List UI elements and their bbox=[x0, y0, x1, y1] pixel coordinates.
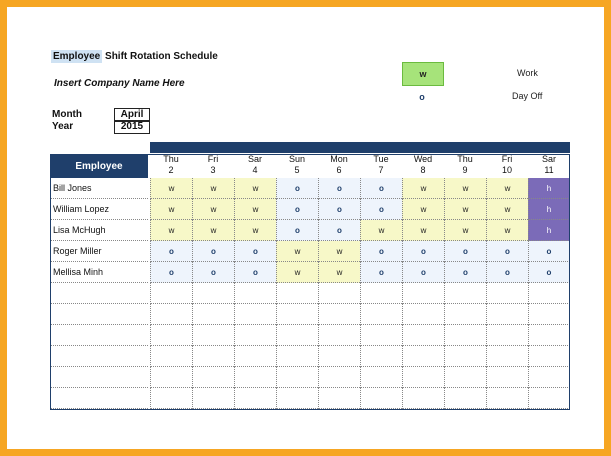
year-label: Year bbox=[52, 121, 74, 132]
shift-cell[interactable]: w bbox=[486, 220, 528, 241]
shift-cell[interactable]: o bbox=[318, 178, 360, 199]
legend-off-symbol: o bbox=[419, 92, 425, 102]
shift-cell[interactable]: o bbox=[486, 262, 528, 283]
day-header bbox=[318, 154, 360, 178]
shift-cell[interactable]: w bbox=[234, 220, 276, 241]
shift-cell[interactable]: o bbox=[360, 199, 402, 220]
day-name: Wed bbox=[413, 154, 433, 164]
shift-cell[interactable] bbox=[402, 346, 444, 367]
shift-cell[interactable] bbox=[528, 346, 570, 367]
shift-cell[interactable]: o bbox=[402, 262, 444, 283]
shift-cell[interactable] bbox=[444, 283, 486, 304]
shift-cell[interactable]: o bbox=[276, 199, 318, 220]
shift-cell[interactable] bbox=[402, 304, 444, 325]
shift-cell[interactable] bbox=[360, 283, 402, 304]
table-row bbox=[50, 388, 570, 409]
shift-cell[interactable] bbox=[276, 304, 318, 325]
shift-cell[interactable]: w bbox=[444, 178, 486, 199]
shift-cell[interactable] bbox=[486, 325, 528, 346]
shift-cell[interactable]: w bbox=[234, 199, 276, 220]
legend-work-label: Work bbox=[517, 68, 538, 78]
shift-cell[interactable] bbox=[402, 283, 444, 304]
employee-name-cell[interactable]: William Lopez bbox=[50, 199, 148, 220]
day-number: 7 bbox=[378, 165, 384, 175]
shift-cell[interactable]: o bbox=[150, 262, 192, 283]
shift-cell[interactable]: w bbox=[402, 178, 444, 199]
shift-cell[interactable] bbox=[360, 304, 402, 325]
shift-cell[interactable]: o bbox=[360, 178, 402, 199]
day-name: Sar bbox=[541, 154, 556, 164]
shift-cell[interactable] bbox=[402, 367, 444, 388]
day-number: 5 bbox=[294, 165, 300, 175]
table-row bbox=[50, 346, 570, 367]
employee-name-cell[interactable]: Bill Jones bbox=[50, 178, 148, 199]
shift-cell[interactable]: o bbox=[486, 241, 528, 262]
shift-cell[interactable]: o bbox=[192, 262, 234, 283]
legend-work-symbol: w bbox=[402, 62, 444, 86]
shift-cell[interactable]: w bbox=[150, 178, 192, 199]
shift-cell[interactable] bbox=[318, 325, 360, 346]
shift-cell[interactable] bbox=[444, 346, 486, 367]
table-row bbox=[50, 178, 570, 199]
shift-cell[interactable] bbox=[360, 367, 402, 388]
shift-cell[interactable]: w bbox=[486, 178, 528, 199]
shift-cell[interactable]: w bbox=[486, 199, 528, 220]
shift-cell[interactable] bbox=[234, 325, 276, 346]
shift-cell[interactable]: o bbox=[444, 262, 486, 283]
shift-cell[interactable]: o bbox=[150, 241, 192, 262]
day-name: Sun bbox=[288, 154, 305, 164]
shift-cell[interactable]: w bbox=[192, 199, 234, 220]
shift-cell[interactable] bbox=[192, 367, 234, 388]
month-label: Month bbox=[52, 109, 82, 120]
employee-name-cell[interactable] bbox=[50, 367, 148, 388]
shift-cell[interactable]: w bbox=[444, 220, 486, 241]
shift-cell[interactable] bbox=[402, 325, 444, 346]
day-header bbox=[360, 154, 402, 178]
shift-cell[interactable]: w bbox=[402, 220, 444, 241]
title-highlight: Employee bbox=[53, 51, 101, 62]
shift-cell[interactable] bbox=[486, 367, 528, 388]
shift-cell[interactable] bbox=[276, 325, 318, 346]
shift-cell[interactable] bbox=[150, 388, 192, 409]
shift-cell[interactable]: o bbox=[360, 262, 402, 283]
legend-off-label: Day Off bbox=[512, 91, 543, 101]
day-header bbox=[234, 154, 276, 178]
shift-cell[interactable] bbox=[486, 304, 528, 325]
shift-cell[interactable]: o bbox=[318, 220, 360, 241]
shift-cell[interactable] bbox=[360, 325, 402, 346]
shift-cell[interactable]: w bbox=[234, 178, 276, 199]
shift-cell[interactable]: w bbox=[276, 241, 318, 262]
shift-cell[interactable]: w bbox=[192, 178, 234, 199]
day-name: Fri bbox=[501, 154, 513, 164]
shift-cell[interactable]: o bbox=[192, 241, 234, 262]
day-header bbox=[444, 154, 486, 178]
day-header bbox=[528, 154, 570, 178]
shift-cell[interactable] bbox=[318, 283, 360, 304]
shift-cell[interactable]: o bbox=[276, 220, 318, 241]
shift-cell[interactable]: w bbox=[360, 220, 402, 241]
shift-cell[interactable] bbox=[528, 283, 570, 304]
shift-cell[interactable] bbox=[486, 346, 528, 367]
shift-cell[interactable] bbox=[234, 367, 276, 388]
table-row bbox=[50, 220, 570, 241]
employee-name-cell[interactable]: Lisa McHugh bbox=[50, 220, 148, 241]
shift-cell[interactable] bbox=[318, 346, 360, 367]
day-number: 8 bbox=[420, 165, 426, 175]
shift-cell[interactable] bbox=[360, 346, 402, 367]
shift-cell[interactable]: o bbox=[528, 241, 570, 262]
shift-cell[interactable] bbox=[150, 304, 192, 325]
table-row bbox=[50, 325, 570, 346]
shift-cell[interactable]: w bbox=[444, 199, 486, 220]
shift-cell[interactable] bbox=[234, 304, 276, 325]
shift-cell[interactable] bbox=[318, 367, 360, 388]
shift-cell[interactable] bbox=[150, 346, 192, 367]
employee-name-cell[interactable]: Roger Miller bbox=[50, 241, 148, 262]
shift-cell[interactable]: o bbox=[276, 178, 318, 199]
shift-cell[interactable] bbox=[192, 388, 234, 409]
shift-cell[interactable] bbox=[486, 283, 528, 304]
employee-name-cell[interactable] bbox=[50, 325, 148, 346]
company-name[interactable]: Insert Company Name Here bbox=[54, 78, 185, 89]
day-header bbox=[150, 154, 192, 178]
shift-cell[interactable] bbox=[318, 304, 360, 325]
shift-cell[interactable]: w bbox=[192, 220, 234, 241]
shift-cell[interactable] bbox=[276, 346, 318, 367]
day-header bbox=[486, 154, 528, 178]
shift-cell[interactable]: w bbox=[318, 241, 360, 262]
shift-cell[interactable]: w bbox=[150, 220, 192, 241]
shift-cell[interactable]: o bbox=[234, 262, 276, 283]
shift-cell[interactable]: w bbox=[150, 199, 192, 220]
shift-cell[interactable] bbox=[276, 388, 318, 409]
day-name: Thu bbox=[163, 154, 179, 164]
shift-cell[interactable] bbox=[528, 325, 570, 346]
shift-cell[interactable] bbox=[444, 367, 486, 388]
shift-cell[interactable] bbox=[528, 388, 570, 409]
shift-cell[interactable] bbox=[234, 388, 276, 409]
shift-cell[interactable] bbox=[150, 325, 192, 346]
shift-cell[interactable]: o bbox=[402, 241, 444, 262]
day-name: Thu bbox=[457, 154, 473, 164]
shift-cell[interactable] bbox=[276, 367, 318, 388]
shift-cell[interactable] bbox=[528, 367, 570, 388]
table-row bbox=[50, 262, 570, 283]
shift-cell[interactable] bbox=[192, 346, 234, 367]
employee-name-cell[interactable] bbox=[50, 346, 148, 367]
year-field[interactable]: 2015 bbox=[114, 120, 150, 134]
header-bar bbox=[150, 142, 570, 153]
day-number: 11 bbox=[544, 165, 554, 175]
shift-cell[interactable] bbox=[150, 367, 192, 388]
day-header bbox=[192, 154, 234, 178]
shift-cell[interactable] bbox=[192, 283, 234, 304]
shift-cell[interactable]: h bbox=[528, 178, 570, 199]
day-number: 4 bbox=[252, 165, 258, 175]
shift-cell[interactable] bbox=[234, 283, 276, 304]
shift-cell[interactable] bbox=[402, 388, 444, 409]
shift-cell[interactable]: o bbox=[234, 241, 276, 262]
day-name: Fri bbox=[207, 154, 219, 164]
shift-cell[interactable] bbox=[444, 388, 486, 409]
month-field[interactable]: April bbox=[114, 108, 150, 122]
table-row bbox=[50, 199, 570, 220]
shift-cell[interactable]: h bbox=[528, 199, 570, 220]
shift-cell[interactable] bbox=[444, 325, 486, 346]
day-name: Mon bbox=[330, 154, 348, 164]
day-header bbox=[276, 154, 318, 178]
employee-name-cell[interactable] bbox=[50, 388, 148, 409]
shift-cell[interactable] bbox=[360, 388, 402, 409]
employee-name-cell[interactable]: Mellisa Minh bbox=[50, 262, 148, 283]
day-number: 2 bbox=[168, 165, 174, 175]
shift-cell[interactable] bbox=[192, 325, 234, 346]
day-name: Sar bbox=[247, 154, 262, 164]
table-row bbox=[50, 304, 570, 325]
shift-cell[interactable] bbox=[444, 304, 486, 325]
day-number: 6 bbox=[336, 165, 342, 175]
page-title bbox=[51, 49, 218, 65]
shift-cell[interactable] bbox=[528, 304, 570, 325]
shift-cell[interactable]: o bbox=[318, 199, 360, 220]
shift-cell[interactable]: h bbox=[528, 220, 570, 241]
shift-cell[interactable] bbox=[276, 283, 318, 304]
shift-cell[interactable]: w bbox=[402, 199, 444, 220]
employee-name-cell[interactable] bbox=[50, 283, 148, 304]
shift-cell[interactable]: o bbox=[360, 241, 402, 262]
day-number: 3 bbox=[210, 165, 216, 175]
shift-cell[interactable]: w bbox=[276, 262, 318, 283]
day-number: 10 bbox=[501, 165, 512, 175]
day-name: Tue bbox=[373, 154, 389, 164]
shift-cell[interactable] bbox=[318, 388, 360, 409]
day-number: 9 bbox=[462, 165, 468, 175]
table-row bbox=[50, 283, 570, 304]
shift-cell[interactable]: w bbox=[318, 262, 360, 283]
table-row bbox=[50, 367, 570, 388]
shift-cell[interactable] bbox=[234, 346, 276, 367]
day-header bbox=[402, 154, 444, 178]
shift-cell[interactable]: o bbox=[444, 241, 486, 262]
employee-name-cell[interactable] bbox=[50, 304, 148, 325]
shift-cell[interactable]: o bbox=[528, 262, 570, 283]
shift-cell[interactable] bbox=[150, 283, 192, 304]
table-row bbox=[50, 241, 570, 262]
title-rest: Shift Rotation Schedule bbox=[102, 51, 218, 62]
shift-cell[interactable] bbox=[192, 304, 234, 325]
shift-cell[interactable] bbox=[486, 388, 528, 409]
employee-column-header: Employee bbox=[50, 154, 148, 178]
